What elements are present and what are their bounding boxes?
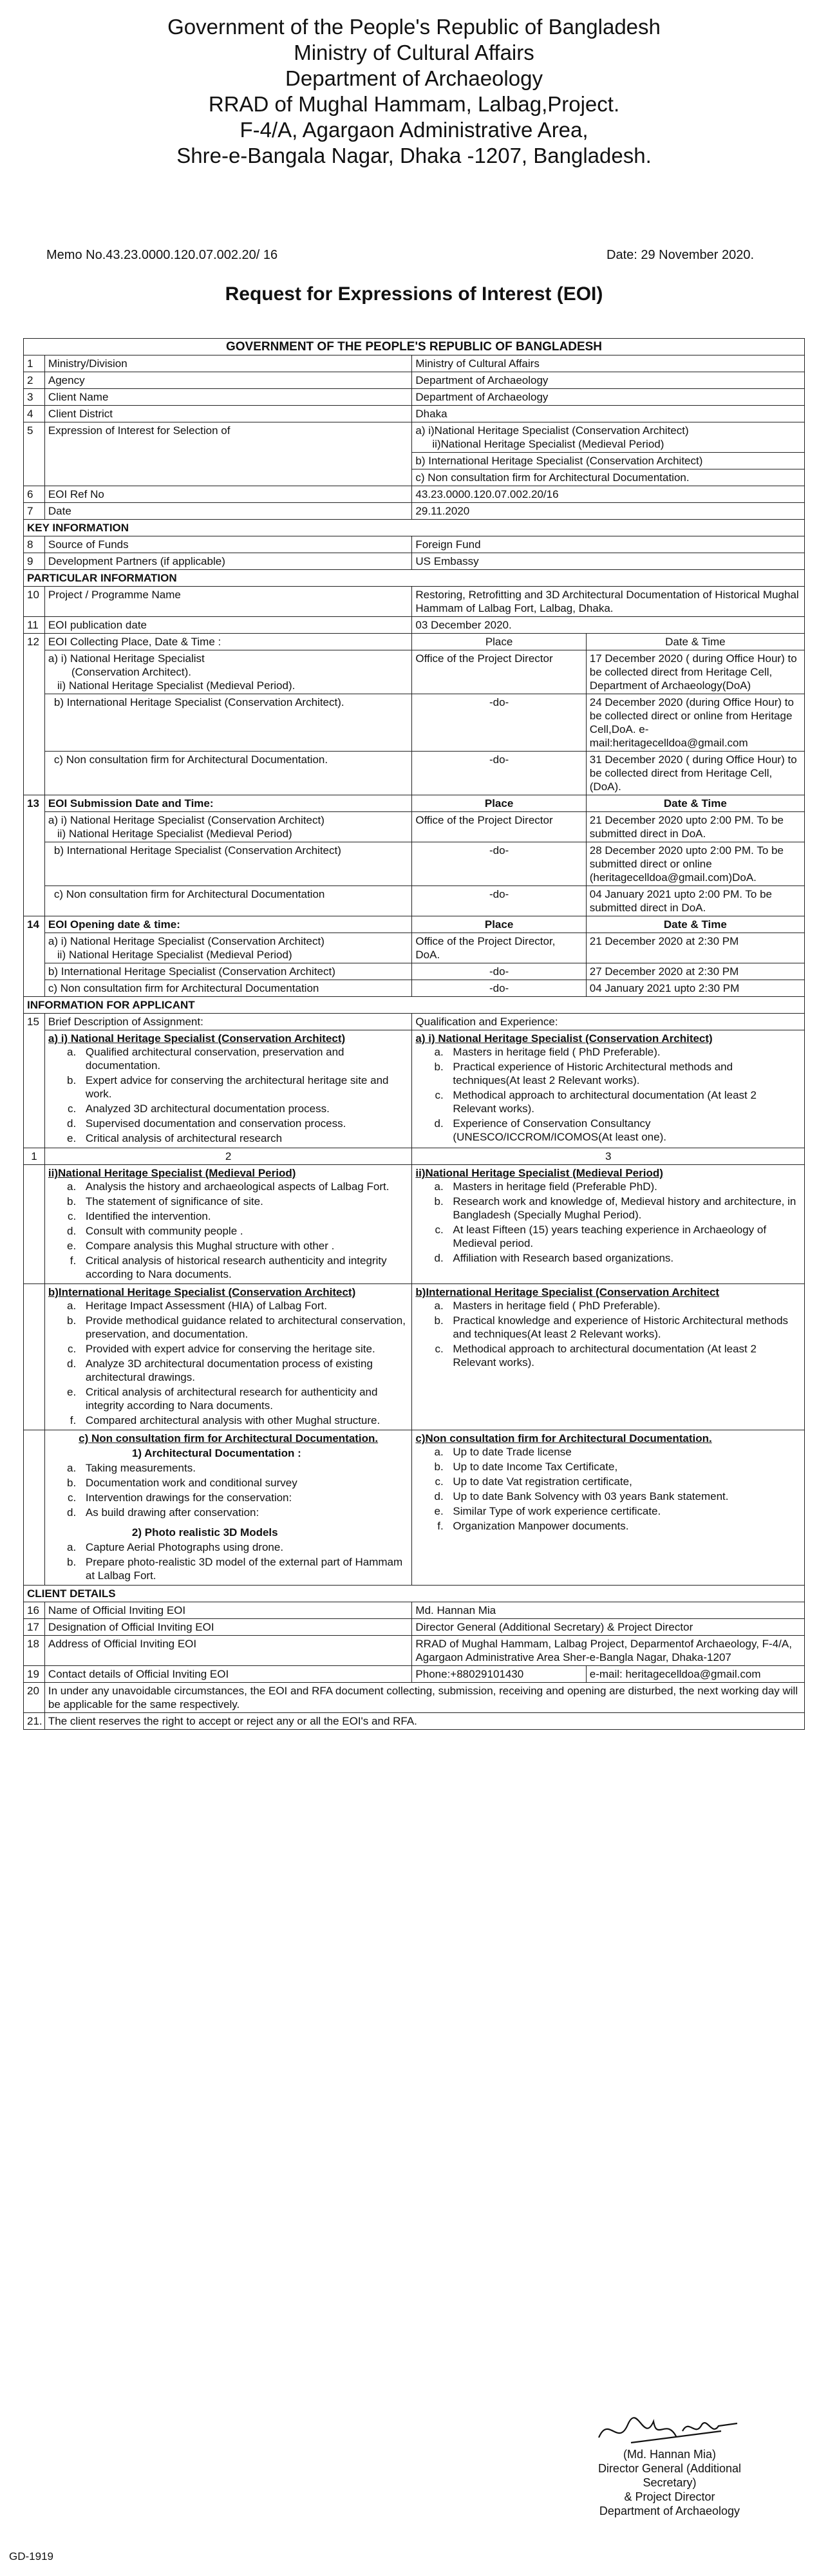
row-value: 03 December 2020. bbox=[412, 617, 805, 634]
column-header-place: Place bbox=[412, 795, 586, 812]
list-item: c. Identified the intervention. bbox=[79, 1209, 409, 1223]
selection-item: b) International Heritage Specialist (Conservation Architect) bbox=[412, 453, 805, 469]
list-item: a. Masters in heritage field ( PhD Preferable). bbox=[446, 1045, 801, 1059]
place-cell: Office of the Project Director, DoA. bbox=[412, 933, 586, 963]
table-row bbox=[24, 842, 805, 886]
table-row bbox=[24, 886, 805, 916]
datetime-cell: 17 December 2020 ( during Office Hour) to be collected direct from Heritage Cell, Department of Archaeology(DoA) bbox=[586, 650, 804, 694]
column-header-datetime: Date & Time bbox=[586, 795, 804, 812]
assignment-title: a) i) National Heritage Specialist (Conservation Architect) bbox=[48, 1032, 346, 1045]
table-row bbox=[24, 1666, 805, 1683]
row-label bbox=[44, 650, 412, 694]
list-item: d. As build drawing after conservation: bbox=[79, 1506, 409, 1519]
datetime-cell: 21 December 2020 upto 2:00 PM. To be submitted direct in DoA. bbox=[586, 812, 804, 842]
assignment-list bbox=[48, 1461, 409, 1519]
datetime-cell: 04 January 2021 upto 2:30 PM bbox=[586, 980, 804, 997]
row-sublabel: ii) National Heritage Specialist (Medieval Period). bbox=[57, 679, 296, 692]
assignment-title: b)International Heritage Specialist (Conservation Architect) bbox=[48, 1286, 356, 1298]
column-header-place: Place bbox=[412, 634, 586, 650]
table-row bbox=[24, 916, 805, 933]
row-label: EOI publication date bbox=[44, 617, 412, 634]
list-item: a. Analysis the history and archaeological aspects of Lalbag Fort. bbox=[79, 1180, 409, 1193]
qualification-cell bbox=[412, 1030, 805, 1148]
memo-number: Memo No.43.23.0000.120.07.002.20/ 16 bbox=[46, 248, 278, 262]
table-row bbox=[24, 812, 805, 842]
table-row bbox=[24, 1284, 805, 1430]
table-row bbox=[24, 634, 805, 650]
table-row bbox=[24, 752, 805, 795]
qualification-cell bbox=[412, 1284, 805, 1430]
signatory-title: Director General (Additional Secretary) bbox=[597, 2462, 742, 2489]
table-row bbox=[24, 650, 805, 694]
list-item: e. Critical analysis of architectural research for authenticity and integrity according to Nara documents. bbox=[79, 1385, 409, 1412]
table-row bbox=[24, 389, 805, 406]
table-row bbox=[24, 933, 805, 963]
row-value: 43.23.0000.120.07.002.20/16 bbox=[412, 486, 805, 503]
list-item: d. Up to date Bank Solvency with 03 years Bank statement. bbox=[446, 1490, 801, 1503]
selection-item: a) i)National Heritage Specialist (Conservation Architect) bbox=[415, 424, 689, 437]
qualification-list bbox=[415, 1180, 801, 1265]
place-cell: -do- bbox=[412, 842, 586, 886]
qualification-title: c)Non consultation firm for Architectural Documentation. bbox=[415, 1432, 712, 1444]
column-number: 3 bbox=[412, 1148, 805, 1165]
column-header-datetime: Date & Time bbox=[586, 916, 804, 933]
row-number: 18 bbox=[24, 1636, 45, 1666]
row-number: 10 bbox=[24, 587, 45, 617]
row-label: Client District bbox=[44, 406, 412, 422]
row-label bbox=[44, 812, 412, 842]
list-item: a. Masters in heritage field ( PhD Preferable). bbox=[446, 1299, 801, 1312]
row-sublabel: b) International Heritage Specialist (Conservation Architect). bbox=[44, 694, 412, 752]
row-label: Address of Official Inviting EOI bbox=[44, 1636, 412, 1666]
row-label: Date bbox=[44, 503, 412, 520]
row-sublabel: a) i) National Heritage Specialist (Conservation Architect) bbox=[48, 814, 325, 826]
table-row bbox=[24, 1636, 805, 1666]
column-header-place: Place bbox=[412, 916, 586, 933]
section-heading: INFORMATION FOR APPLICANT bbox=[24, 997, 805, 1014]
list-item: c. Analyzed 3D architectural documentation process. bbox=[79, 1102, 409, 1115]
row-label: Contact details of Official Inviting EOI bbox=[44, 1666, 412, 1683]
list-item: c. Intervention drawings for the conservation: bbox=[79, 1491, 409, 1504]
table-row bbox=[24, 963, 805, 980]
table-row bbox=[24, 1030, 805, 1148]
row-label: Designation of Official Inviting EOI bbox=[44, 1619, 412, 1636]
row-number: 3 bbox=[24, 389, 45, 406]
row-label: EOI Collecting Place, Date & Time : bbox=[44, 634, 412, 650]
row-number: 12 bbox=[24, 634, 45, 795]
table-row bbox=[24, 1148, 805, 1165]
letterhead-line: RRAD of Mughal Hammam, Lalbag,Project. bbox=[208, 92, 620, 116]
footer-code: GD-1919 bbox=[9, 2550, 53, 2562]
qualification-list bbox=[415, 1299, 801, 1369]
table-row bbox=[24, 520, 805, 536]
letterhead-line: Department of Archaeology bbox=[285, 66, 543, 90]
row-value: Department of Archaeology bbox=[412, 372, 805, 389]
list-item: b. The statement of significance of site. bbox=[79, 1195, 409, 1208]
eoi-table bbox=[23, 338, 805, 1730]
place-cell: -do- bbox=[412, 752, 586, 795]
assignment-cell bbox=[44, 1430, 412, 1586]
row-label: Name of Official Inviting EOI bbox=[44, 1602, 412, 1619]
empty-cell bbox=[24, 1284, 45, 1430]
handwritten-signature bbox=[592, 2412, 747, 2450]
row-label: Project / Programme Name bbox=[44, 587, 412, 617]
row-sublabel: c) Non consultation firm for Architectural Documentation. bbox=[44, 752, 412, 795]
table-row bbox=[24, 422, 805, 453]
list-item: b. Expert advice for conserving the architectural heritage site and work. bbox=[79, 1074, 409, 1101]
qualification-list bbox=[415, 1045, 801, 1144]
row-sublabel: ii) National Heritage Specialist (Medieval Period) bbox=[57, 828, 292, 840]
assignment-list bbox=[48, 1180, 409, 1281]
row-number: 14 bbox=[24, 916, 45, 997]
letterhead-line: Ministry of Cultural Affairs bbox=[294, 41, 534, 64]
assignment-cell bbox=[44, 1284, 412, 1430]
table-row bbox=[24, 1619, 805, 1636]
list-item: a. Capture Aerial Photographs using drone. bbox=[79, 1540, 409, 1554]
row-label: Source of Funds bbox=[44, 536, 412, 553]
table-row bbox=[24, 553, 805, 570]
signatory-name: (Md. Hannan Mia) bbox=[623, 2448, 717, 2461]
list-item: a. Up to date Trade license bbox=[446, 1445, 801, 1459]
list-item: a. Qualified architectural conservation, preservation and documentation. bbox=[79, 1045, 409, 1072]
list-item: d. Experience of Conservation Consultancy (UNESCO/ICCROM/ICOMOS(At least one). bbox=[446, 1117, 801, 1144]
list-item: d. Analyze 3D architectural documentation process of existing architectural drawings. bbox=[79, 1357, 409, 1384]
row-number: 4 bbox=[24, 406, 45, 422]
table-row bbox=[24, 795, 805, 812]
table-row bbox=[24, 997, 805, 1014]
assignment-subtitle: 2) Photo realistic 3D Models bbox=[131, 1526, 278, 1539]
row-number: 1 bbox=[24, 355, 45, 372]
table-row bbox=[24, 1430, 805, 1586]
row-label: EOI Submission Date and Time: bbox=[44, 795, 412, 812]
table-row bbox=[24, 1602, 805, 1619]
list-item: c. At least Fifteen (15) years teaching experience in Archaeology of Medieval period. bbox=[446, 1223, 801, 1250]
row-label: Ministry/Division bbox=[44, 355, 412, 372]
column-header-datetime: Date & Time bbox=[586, 634, 804, 650]
section-heading: CLIENT DETAILS bbox=[24, 1586, 805, 1602]
row-sublabel: ii) National Heritage Specialist (Medieval Period) bbox=[57, 949, 292, 961]
list-item: a. Heritage Impact Assessment (HIA) of Lalbag Fort. bbox=[79, 1299, 409, 1312]
table-row bbox=[24, 1014, 805, 1030]
row-label: Expression of Interest for Selection of bbox=[44, 422, 412, 486]
table-row bbox=[24, 587, 805, 617]
row-value bbox=[412, 422, 805, 453]
row-label: EOI Ref No bbox=[44, 486, 412, 503]
table-row bbox=[24, 503, 805, 520]
datetime-cell: 31 December 2020 ( during Office Hour) to be collected direct from Heritage Cell,(DoA). bbox=[586, 752, 804, 795]
row-label: Qualification and Experience: bbox=[412, 1014, 805, 1030]
list-item: a. Masters in heritage field (Preferable PhD). bbox=[446, 1180, 801, 1193]
row-sublabel: c) Non consultation firm for Architectural Documentation bbox=[44, 886, 412, 916]
empty-cell bbox=[24, 1165, 45, 1284]
row-number: 15 bbox=[24, 1014, 45, 1148]
datetime-cell: 04 January 2021 upto 2:00 PM. To be submitted direct in DoA. bbox=[586, 886, 804, 916]
table-row bbox=[24, 536, 805, 553]
row-number: 19 bbox=[24, 1666, 45, 1683]
empty-cell bbox=[24, 1430, 45, 1586]
signatory-title: Department of Archaeology bbox=[599, 2505, 740, 2517]
list-item: e. Compare analysis this Mughal structure with other . bbox=[79, 1239, 409, 1253]
list-item: f. Compared architectural analysis with other Mughal structure. bbox=[79, 1414, 409, 1427]
place-cell: -do- bbox=[412, 980, 586, 997]
row-label bbox=[44, 933, 412, 963]
list-item: c. Methodical approach to architectural documentation (At least 2 Relevant works). bbox=[446, 1342, 801, 1369]
row-number: 13 bbox=[24, 795, 45, 916]
list-item: a. Taking measurements. bbox=[79, 1461, 409, 1475]
qualification-cell bbox=[412, 1430, 805, 1586]
table-row bbox=[24, 1713, 805, 1730]
row-number: 5 bbox=[24, 422, 45, 486]
row-value: Foreign Fund bbox=[412, 536, 805, 553]
table-title: GOVERNMENT OF THE PEOPLE'S REPUBLIC OF BANGLADESH bbox=[24, 339, 805, 355]
datetime-cell: 28 December 2020 upto 2:00 PM. To be submitted direct or online (heritagecelldoa@gmail.com)DoA. bbox=[586, 842, 804, 886]
table-row bbox=[24, 1165, 805, 1284]
page-title: Request for Expressions of Interest (EOI) bbox=[225, 283, 603, 305]
row-value: Ministry of Cultural Affairs bbox=[412, 355, 805, 372]
row-text: The client reserves the right to accept or reject any or all the EOI's and RFA. bbox=[44, 1713, 804, 1730]
table-row bbox=[24, 1683, 805, 1713]
place-cell: -do- bbox=[412, 886, 586, 916]
list-item: b. Prepare photo-realistic 3D model of the external part of Hammam at Lalbag Fort. bbox=[79, 1555, 409, 1582]
contact-email: e-mail: heritagecelldoa@gmail.com bbox=[586, 1666, 804, 1683]
row-value: US Embassy bbox=[412, 553, 805, 570]
table-row bbox=[24, 1586, 805, 1602]
list-item: c. Up to date Vat registration certificate, bbox=[446, 1475, 801, 1488]
list-item: b. Practical experience of Historic Architectural methods and techniques(At least 2 Relevant works). bbox=[446, 1060, 801, 1087]
list-item: c. Methodical approach to architectural documentation (At least 2 Relevant works). bbox=[446, 1088, 801, 1115]
column-number: 2 bbox=[44, 1148, 412, 1165]
table-row bbox=[24, 355, 805, 372]
list-item: d. Affiliation with Research based organizations. bbox=[446, 1251, 801, 1265]
list-item: b. Practical knowledge and experience of Historic Architectural methods and techniques(At least 2 Relevant works). bbox=[446, 1314, 801, 1341]
table-row bbox=[24, 617, 805, 634]
list-item: c. Provided with expert advice for conserving the heritage site. bbox=[79, 1342, 409, 1356]
assignment-list bbox=[48, 1540, 409, 1582]
row-value: Md. Hannan Mia bbox=[412, 1602, 805, 1619]
qualification-title: ii)National Heritage Specialist (Medieval Period) bbox=[415, 1167, 663, 1179]
place-cell: -do- bbox=[412, 963, 586, 980]
qualification-cell bbox=[412, 1165, 805, 1284]
column-number: 1 bbox=[24, 1148, 45, 1165]
row-value: Director General (Additional Secretary) & Project Director bbox=[412, 1619, 805, 1636]
memo-date: Date: 29 November 2020. bbox=[607, 248, 755, 262]
letterhead-line: Shre-e-Bangala Nagar, Dhaka -1207, Bangladesh. bbox=[176, 144, 652, 167]
letterhead-line: Government of the People's Republic of Bangladesh bbox=[167, 15, 661, 39]
table-row bbox=[24, 694, 805, 752]
row-label: Client Name bbox=[44, 389, 412, 406]
list-item: b. Research work and knowledge of, Medieval history and architecture, in Bangladesh (Specially Mughal Period). bbox=[446, 1195, 801, 1222]
list-item: e. Critical analysis of architectural research bbox=[79, 1132, 409, 1145]
row-number: 7 bbox=[24, 503, 45, 520]
assignment-cell bbox=[44, 1165, 412, 1284]
table-row bbox=[24, 372, 805, 389]
assignment-cell bbox=[44, 1030, 412, 1148]
row-label: Development Partners (if applicable) bbox=[44, 553, 412, 570]
datetime-cell: 27 December 2020 at 2:30 PM bbox=[586, 963, 804, 980]
assignment-title: ii)National Heritage Specialist (Medieval Period) bbox=[48, 1167, 296, 1179]
table-row bbox=[24, 486, 805, 503]
row-number: 11 bbox=[24, 617, 45, 634]
list-item: f. Critical analysis of historical research authenticity and integrity according to Nara documents. bbox=[79, 1254, 409, 1281]
selection-item: c) Non consultation firm for Architectural Documentation. bbox=[412, 469, 805, 486]
table-row bbox=[24, 406, 805, 422]
row-number: 20 bbox=[24, 1683, 45, 1713]
signature-block bbox=[573, 2447, 766, 2518]
row-value: Department of Archaeology bbox=[412, 389, 805, 406]
letterhead-line: F-4/A, Agargaon Administrative Area, bbox=[240, 118, 588, 142]
row-value: 29.11.2020 bbox=[412, 503, 805, 520]
assignment-list bbox=[48, 1299, 409, 1427]
place-cell: Office of the Project Director bbox=[412, 650, 586, 694]
row-label: Brief Description of Assignment: bbox=[44, 1014, 412, 1030]
row-number: 16 bbox=[24, 1602, 45, 1619]
list-item: d. Supervised documentation and conservation process. bbox=[79, 1117, 409, 1130]
selection-item: ii)National Heritage Specialist (Medieval Period) bbox=[432, 438, 664, 450]
row-sublabel: b) International Heritage Specialist (Conservation Architect) bbox=[44, 842, 412, 886]
list-item: f. Organization Manpower documents. bbox=[446, 1519, 801, 1533]
list-item: e. Similar Type of work experience certificate. bbox=[446, 1504, 801, 1518]
row-number: 21. bbox=[24, 1713, 45, 1730]
row-sublabel: a) i) National Heritage Specialist (Conservation Architect) bbox=[48, 935, 325, 947]
row-sublabel: a) i) National Heritage Specialist bbox=[48, 652, 205, 665]
qualification-list bbox=[415, 1445, 801, 1533]
section-heading: PARTICULAR INFORMATION bbox=[24, 570, 805, 587]
row-sublabel: c) Non consultation firm for Architectural Documentation bbox=[44, 980, 412, 997]
list-item: d. Consult with community people . bbox=[79, 1224, 409, 1238]
row-number: 9 bbox=[24, 553, 45, 570]
place-cell: Office of the Project Director bbox=[412, 812, 586, 842]
list-item: b. Documentation work and conditional survey bbox=[79, 1476, 409, 1490]
assignment-subtitle: 1) Architectural Documentation : bbox=[131, 1447, 301, 1459]
row-number: 6 bbox=[24, 486, 45, 503]
table-row bbox=[24, 980, 805, 997]
letterhead bbox=[0, 14, 828, 169]
place-cell: -do- bbox=[412, 694, 586, 752]
section-heading: KEY INFORMATION bbox=[24, 520, 805, 536]
row-value: RRAD of Mughal Hammam, Lalbag Project, Deparmentof Archaeology, F-4/A, Agargaon Administrative Area Sher-e-Bangla Nagar, Dhaka-1207 bbox=[412, 1636, 805, 1666]
assignment-title: c) Non consultation firm for Architectural Documentation. bbox=[79, 1432, 379, 1444]
table-row bbox=[24, 570, 805, 587]
list-item: b. Up to date Income Tax Certificate, bbox=[446, 1460, 801, 1473]
row-number: 17 bbox=[24, 1619, 45, 1636]
datetime-cell: 24 December 2020 (during Office Hour) to be collected direct or online from Heritage Cell,DoA. e-mail:heritagecelldoa@gmail.com bbox=[586, 694, 804, 752]
table-row bbox=[24, 339, 805, 355]
qualification-title: a) i) National Heritage Specialist (Conservation Architect) bbox=[415, 1032, 713, 1045]
row-sublabel: (Conservation Architect). bbox=[71, 666, 192, 678]
row-value: Restoring, Retrofitting and 3D Architectural Documentation of Historical Mughal Hammam of Lalbag Fort, Lalbag, Dhaka. bbox=[412, 587, 805, 617]
row-value: Dhaka bbox=[412, 406, 805, 422]
datetime-cell: 21 December 2020 at 2:30 PM bbox=[586, 933, 804, 963]
contact-phone: Phone:+88029101430 bbox=[412, 1666, 586, 1683]
row-number: 8 bbox=[24, 536, 45, 553]
signatory-title: & Project Director bbox=[624, 2490, 715, 2503]
row-text: In under any unavoidable circumstances, the EOI and RFA document collecting, submission, receiving and opening are disturbed, the next working day will be applicable for the same respectively. bbox=[44, 1683, 804, 1713]
row-label: EOI Opening date & time: bbox=[44, 916, 412, 933]
row-label: Agency bbox=[44, 372, 412, 389]
qualification-title: b)International Heritage Specialist (Conservation Architect bbox=[415, 1286, 720, 1298]
list-item: b. Provide methodical guidance related to architectural conservation, preservation, and documentation. bbox=[79, 1314, 409, 1341]
row-number: 2 bbox=[24, 372, 45, 389]
assignment-list bbox=[48, 1045, 409, 1145]
row-sublabel: b) International Heritage Specialist (Conservation Architect) bbox=[44, 963, 412, 980]
